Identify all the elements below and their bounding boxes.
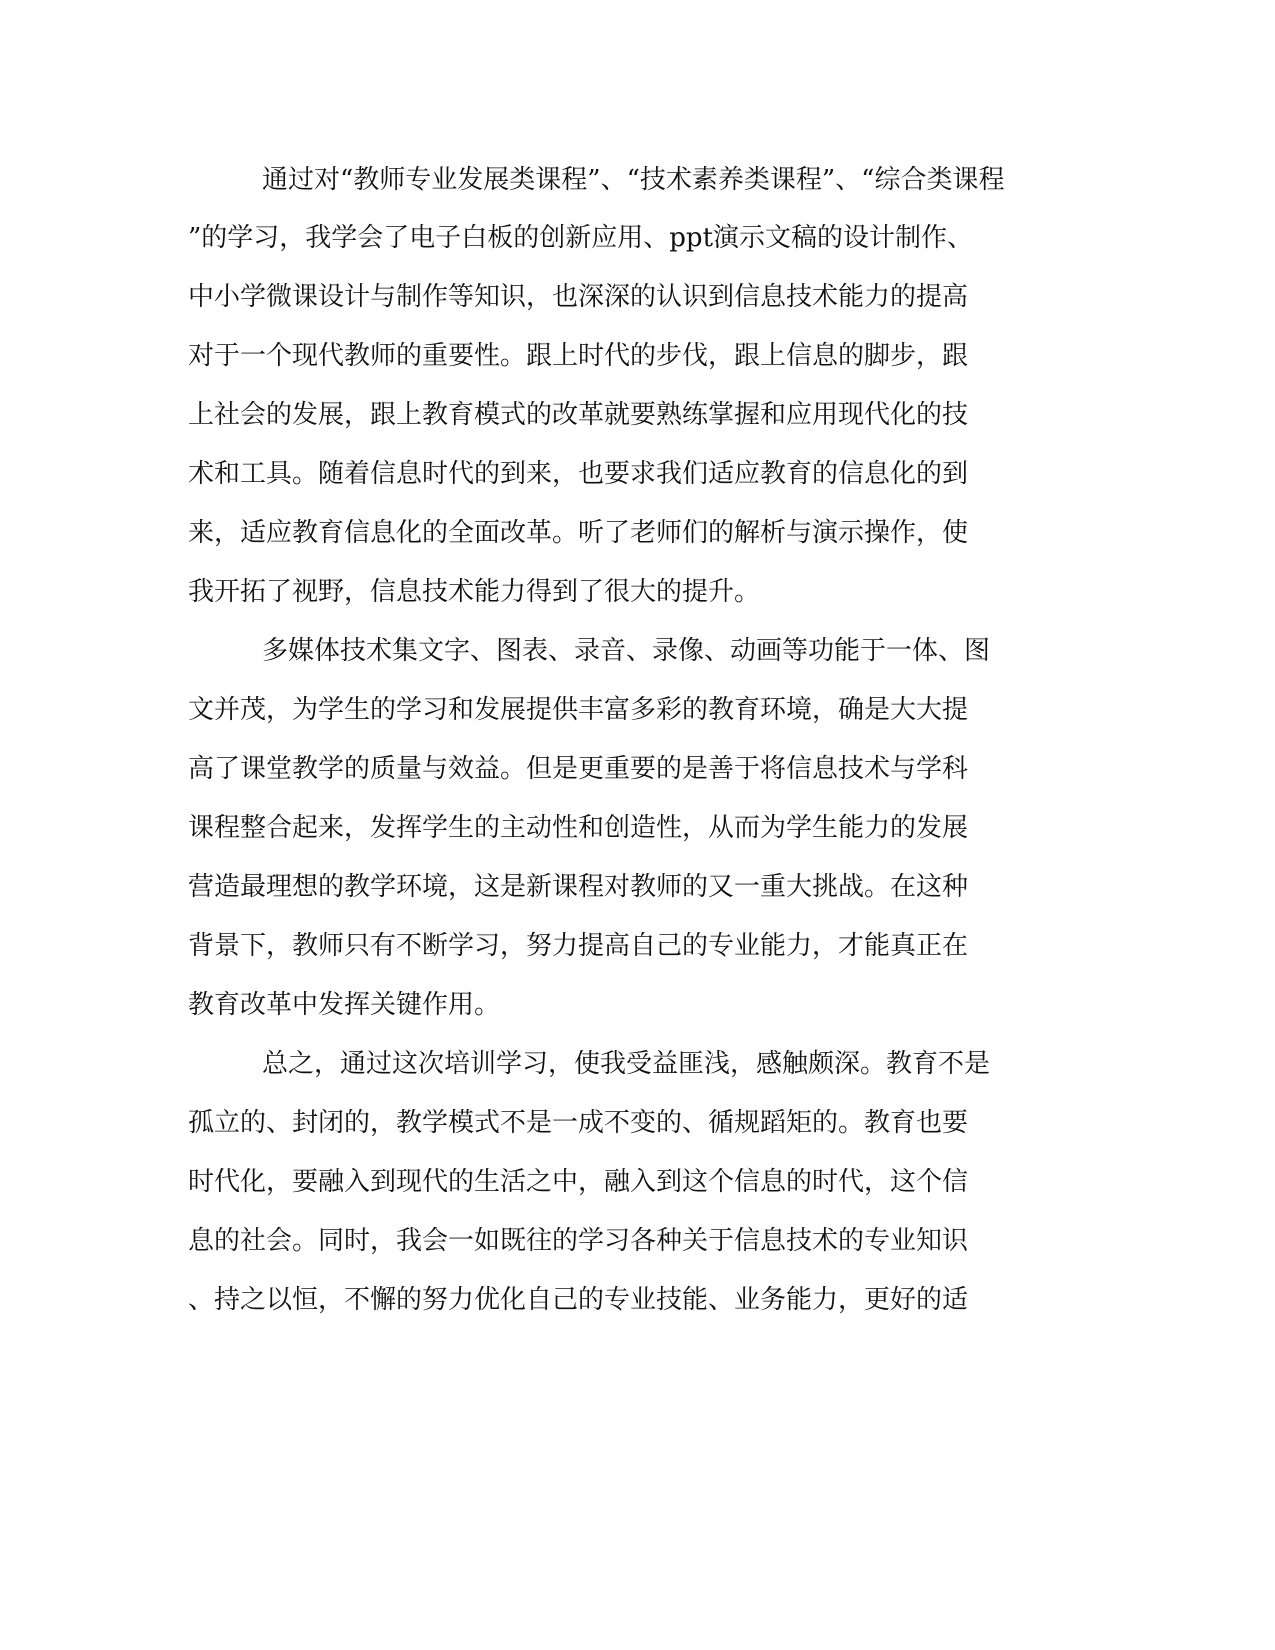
paragraph-1-line-4: 对于一个现代教师的重要性。跟上时代的步伐，跟上信息的脚步，跟 xyxy=(188,341,969,371)
paragraph-2-line-5: 营造最理想的教学环境，这是新课程对教师的又一重大挑战。在这种 xyxy=(188,872,969,902)
paragraph-1-line-2: ”的学习，我学会了电子白板的创新应用、ppt演示文稿的设计制作、 xyxy=(188,223,974,253)
paragraph-3-line-5: 、持之以恒，不懈的努力优化自己的专业技能、业务能力，更好的适 xyxy=(188,1285,969,1315)
paragraph-2-line-3: 高了课堂教学的质量与效益。但是更重要的是善于将信息技术与学科 xyxy=(188,754,969,784)
paragraph-2-line-6: 背景下，教师只有不断学习，努力提高自己的专业能力，才能真正在 xyxy=(188,931,969,961)
paragraph-2-line-1: 多媒体技术集文字、图表、录音、录像、动画等功能于一体、图 xyxy=(262,636,991,666)
paragraph-3-line-1: 总之，通过这次培训学习，使我受益匪浅，感触颇深。教育不是 xyxy=(262,1049,991,1079)
paragraph-1-line-8: 我开拓了视野，信息技术能力得到了很大的提升。 xyxy=(188,577,761,607)
paragraph-2-line-7: 教育改革中发挥关键作用。 xyxy=(188,990,501,1020)
paragraph-1-line-3: 中小学微课设计与制作等知识，也深深的认识到信息技术能力的提高 xyxy=(188,282,969,312)
paragraph-3-line-3: 时代化，要融入到现代的生活之中，融入到这个信息的时代，这个信 xyxy=(188,1167,969,1197)
paragraph-1-line-6: 术和工具。随着信息时代的到来，也要求我们适应教育的信息化的到 xyxy=(188,459,969,489)
paragraph-3-line-4: 息的社会。同时，我会一如既往的学习各种关于信息技术的专业知识 xyxy=(188,1226,969,1256)
paragraph-2-line-2: 文并茂，为学生的学习和发展提供丰富多彩的教育环境，确是大大提 xyxy=(188,695,969,725)
paragraph-3-line-2: 孤立的、封闭的，教学模式不是一成不变的、循规蹈矩的。教育也要 xyxy=(188,1108,969,1138)
paragraph-1-line-1: 通过对“教师专业发展类课程”、“技术素养类课程”、“综合类课程 xyxy=(262,165,1005,195)
paragraph-1-line-5: 上社会的发展，跟上教育模式的改革就要熟练掌握和应用现代化的技 xyxy=(188,400,969,430)
paragraph-2-line-4: 课程整合起来，发挥学生的主动性和创造性，从而为学生能力的发展 xyxy=(188,813,969,843)
paragraph-1-line-7: 来，适应教育信息化的全面改革。听了老师们的解析与演示操作，使 xyxy=(188,518,969,548)
